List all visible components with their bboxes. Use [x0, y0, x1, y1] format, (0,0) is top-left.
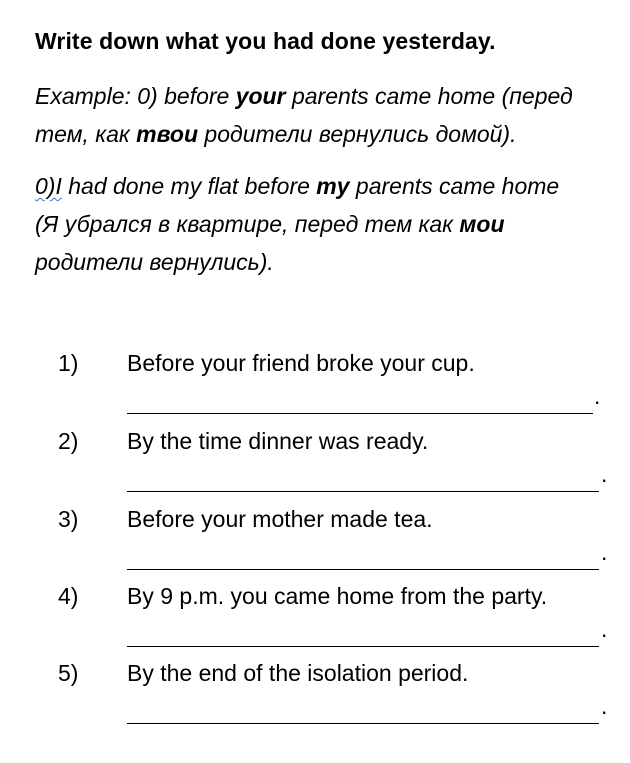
sample-text: had done my flat before: [61, 173, 317, 199]
exercise-item: [0, 428, 630, 506]
exercise-item: [0, 583, 630, 661]
sample-bold-word: my: [316, 173, 350, 199]
sample-bold-word: мои: [459, 211, 505, 237]
answer-blank[interactable]: [127, 467, 599, 492]
exercise-item: [0, 660, 630, 738]
example-line-2: [35, 115, 615, 153]
item-prompt: By 9 p.m. you came home from the party.: [127, 583, 548, 609]
example-bold-word: your: [235, 83, 286, 109]
item-prompt: By the end of the isolation period.: [127, 660, 469, 686]
sample-answer-paragraph: [35, 167, 615, 281]
worksheet-title: Write down what you had done yesterday.: [35, 28, 496, 54]
answer-period: .: [601, 539, 608, 565]
answer-period: .: [594, 383, 601, 409]
answer-period: .: [601, 461, 608, 487]
sample-text: parents came home: [349, 173, 560, 199]
example-text: родители вернулись домой).: [198, 121, 517, 147]
sample-text: (Я убрался в квартире, перед тем как: [35, 211, 460, 237]
sample-line-1: [35, 167, 615, 205]
example-line-1: [35, 77, 615, 115]
item-number: 5): [58, 660, 79, 686]
sample-line-2: [35, 205, 615, 243]
example-bold-word: твои: [136, 121, 199, 147]
example-text: тем, как: [35, 121, 137, 147]
answer-blank[interactable]: [127, 699, 599, 724]
item-number: 2): [58, 428, 79, 454]
item-prompt: Before your mother made tea.: [127, 506, 433, 532]
item-number: 1): [58, 350, 79, 376]
spellcheck-marked-text: 0)I: [35, 173, 62, 199]
item-number: 3): [58, 506, 79, 532]
exercise-item: [0, 350, 630, 428]
answer-period: .: [601, 616, 608, 642]
answer-blank[interactable]: [127, 545, 599, 570]
example-paragraph: [35, 77, 615, 153]
item-number: 4): [58, 583, 79, 609]
sample-text: родители вернулись).: [35, 249, 274, 275]
answer-blank[interactable]: [127, 389, 593, 414]
answer-period: .: [601, 693, 608, 719]
answer-blank[interactable]: [127, 622, 599, 647]
item-prompt: By the time dinner was ready.: [127, 428, 429, 454]
sample-line-3: [35, 243, 615, 281]
exercise-item: [0, 506, 630, 584]
item-prompt: Before your friend broke your cup.: [127, 350, 475, 376]
example-text: Example: 0) before: [35, 83, 236, 109]
example-text: parents came home (перед: [285, 83, 573, 109]
